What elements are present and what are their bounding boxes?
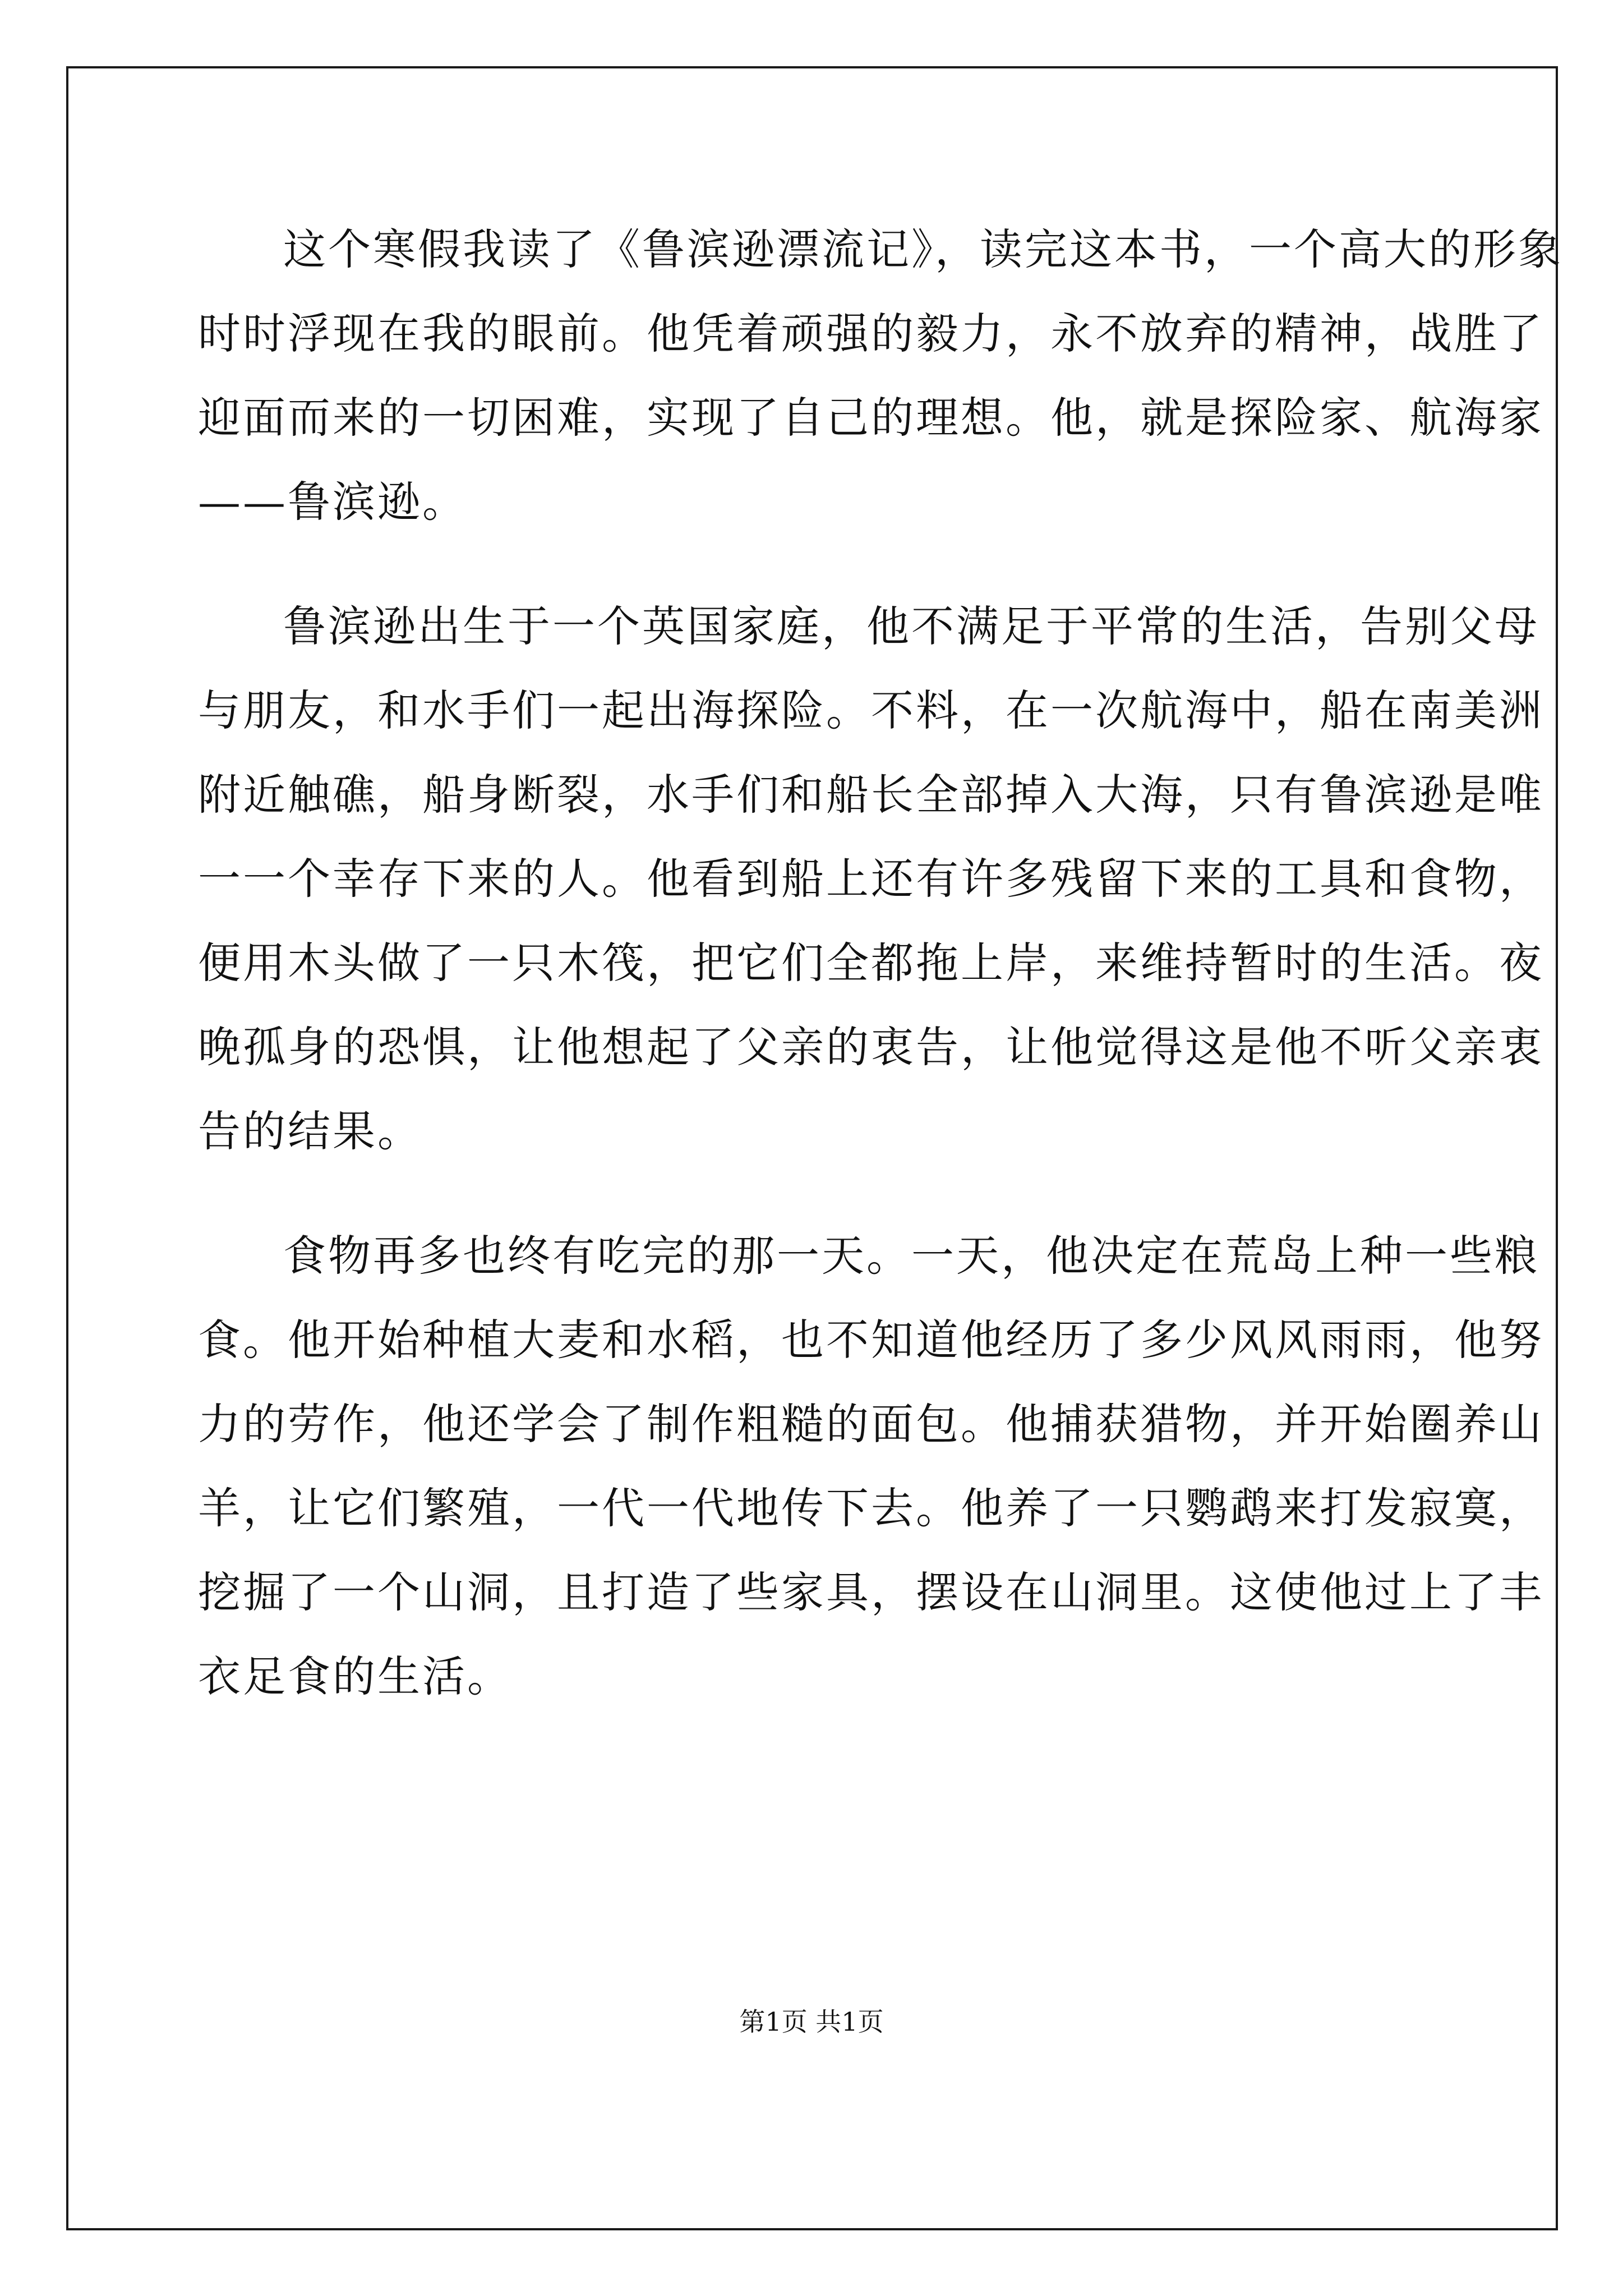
text-line: 时时浮现在我的眼前。他凭着顽强的毅力，永不放弃的精神，战胜了	[198, 309, 1544, 358]
paragraph-3	[198, 1214, 1544, 1719]
paragraph-2	[198, 585, 1544, 1174]
page-footer: 第1页 共1页	[739, 2007, 884, 2037]
text-line: 力的劳作，他还学会了制作粗糙的面包。他捕获猎物，并开始圈养山	[198, 1399, 1544, 1449]
text-line: 羊，让它们繁殖，一代一代地传下去。他养了一只鹦鹉来打发寂寞，	[198, 1483, 1544, 1533]
text-line: 食物再多也终有吃完的那一天。一天，他决定在荒岛上种一些粮	[283, 1231, 1539, 1281]
text-line: 食。他开始种植大麦和水稻，也不知道他经历了多少风风雨雨，他努	[198, 1315, 1544, 1365]
text-line: 便用木头做了一只木筏，把它们全都拖上岸，来维持暂时的生活。夜	[198, 938, 1544, 988]
text-line: 衣足食的生活。	[198, 1651, 512, 1701]
text-line: 与朋友，和水手们一起出海探险。不料，在一次航海中，船在南美洲	[198, 685, 1544, 735]
text-line: 附近触礁，船身断裂，水手们和船长全部掉入大海，只有鲁滨逊是唯	[198, 770, 1544, 820]
document-body	[198, 208, 1563, 1759]
paragraph-1	[198, 208, 1563, 544]
text-line: 晚孤身的恐惧，让他想起了父亲的衷告，让他觉得这是他不听父亲衷	[198, 1022, 1544, 1072]
text-line: 一一个幸存下来的人。他看到船上还有许多残留下来的工具和食物，	[198, 854, 1544, 904]
text-line: 挖掘了一个山洞，且打造了些家具，摆设在山洞里。这使他过上了丰	[198, 1567, 1544, 1617]
text-line: 迎面而来的一切困难，实现了自己的理想。他，就是探险家、航海家	[198, 393, 1544, 443]
text-line: 告的结果。	[198, 1106, 422, 1156]
text-line: ——鲁滨逊。	[198, 477, 467, 527]
text-line: 这个寒假我读了《鲁滨逊漂流记》，读完这本书，一个高大的形象	[283, 224, 1563, 274]
text-line: 鲁滨逊出生于一个英国家庭，他不满足于平常的生活，告别父母	[283, 601, 1539, 651]
